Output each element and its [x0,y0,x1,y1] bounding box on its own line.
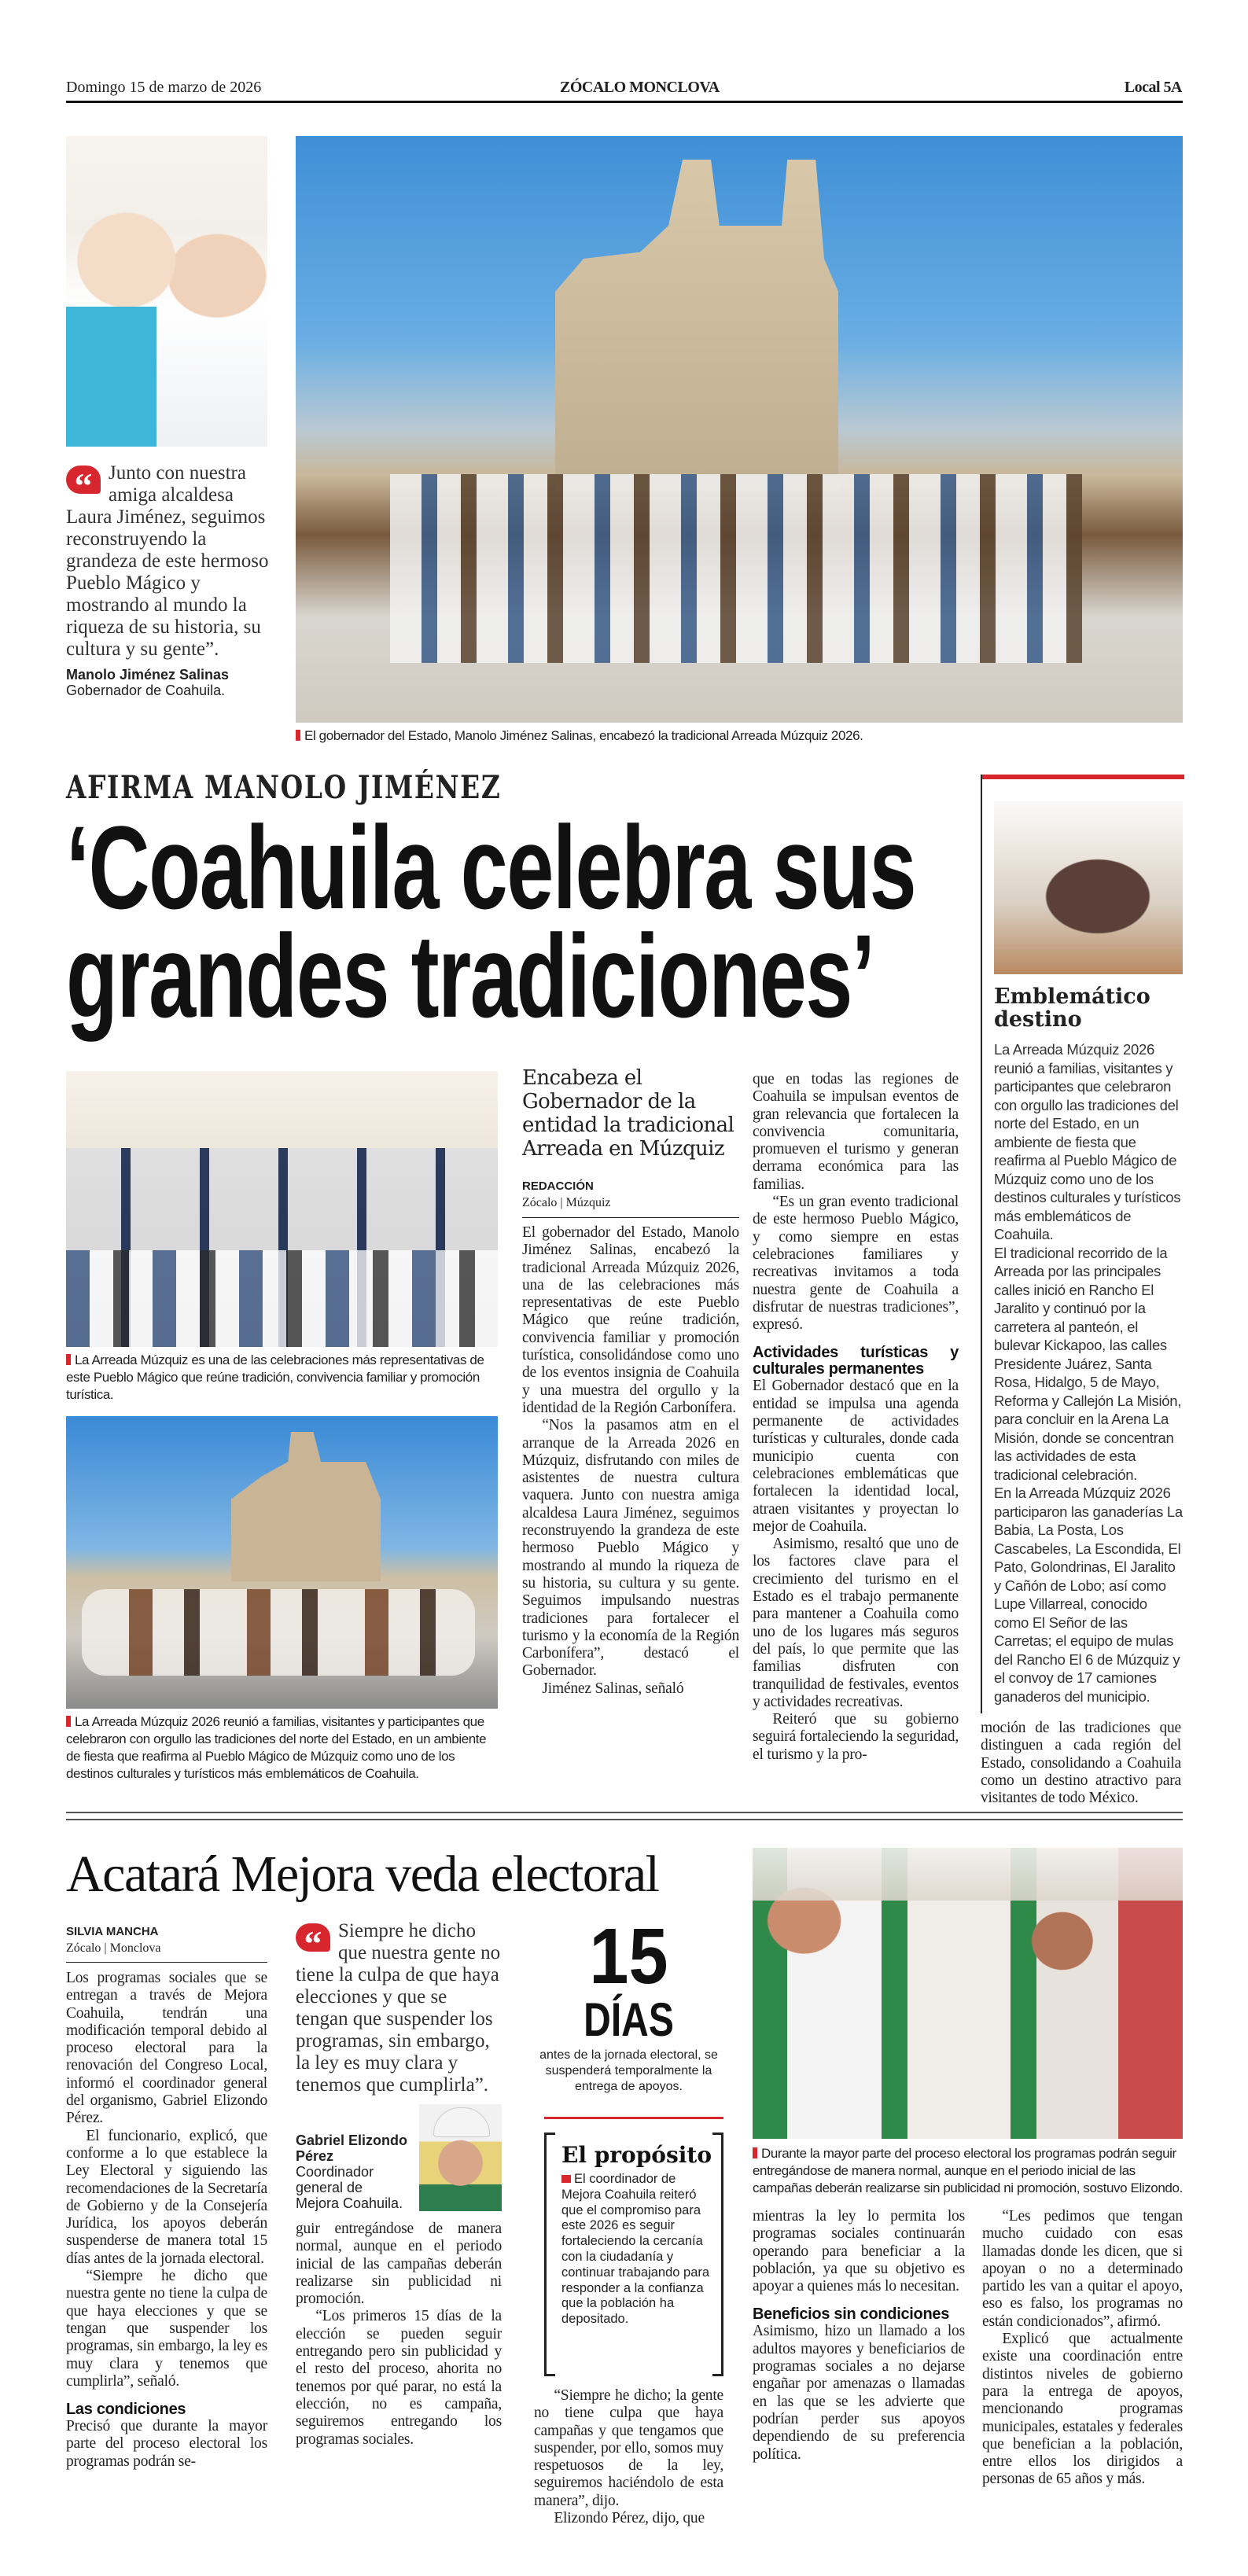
pullquote-name: Gabriel Elizondo Pérez [296,2133,408,2164]
paragraph: Asimismo, hizo un llamado a los adultos mayores y beneficiarios de programas sociales a no dejarse engañar por amenazas o llamadas en las que se les advierte que podrían perder sus apoyos dependiendo de su preferencia política. [753,2323,965,2463]
article2-column-2 [296,2221,502,2449]
article-deck: Encabeza el Gobernador de la entidad la tradicional Arreada en Múzquiz [522,1066,734,1161]
paragraph: El funcionario, explicó, que conforme a lo que establece la Ley Electoral y siguiendo las recomendaciones de la Secretaría de Gobierno y de la Consejería Jurídica, los apoyos deberán suspenderse de manera total 15 días antes de la jornada electoral. [66,2127,267,2267]
article2-column-4 [753,2208,965,2489]
newspaper-name: ZÓCALO MONCLOVA [560,79,720,96]
subheading: Actividades turísticas y culturales permanentes [753,1344,959,1378]
photo-governor-mayor [66,136,267,447]
article-kicker: AFIRMA MANOLO JIMÉNEZ [66,769,502,806]
paragraph: que en todas las regiones de Coahuila se impulsan eventos de gran relevancia que fortalecen la convivencia comunitaria, promueven el turismo y generan derrama económica para las familias. [753,1071,959,1193]
purpose-text: El coordinador de Mejora Coahuila reiteró que el compromiso para este 2026 es seguir fortaleciendo la cercanía con la ciudadanía y continuar trabajando para responder a la confianza que la población ha depositado. [561,2172,710,2327]
sidebar-paragraph: La Arreada Múzquiz 2026 reunió a familias, visitantes y participantes que celebraron con orgullo las tradiciones del norte del Estado, en un ambiente de fiesta que reafirma al Pueblo Mágico de Múzquiz como uno de los destinos culturales y turísticos más emblemáticos de Coahuila. [994,1041,1181,1242]
purpose-box [544,2133,723,2376]
paragraph: “Siempre he dicho; la gente no tiene culpa que haya campañas y que tengamos que suspender, por ello, somos muy respetuosos de la ley, seguiremos haciéndolo de esta manera”, dijo. [534,2387,723,2509]
section-page: Local 5A [1124,79,1182,96]
stat-red-rule [544,2117,723,2119]
caption-marker-icon [296,730,300,741]
sidebar-body [994,1040,1183,1706]
byline: SILVIA MANCHA [66,1925,159,1938]
caption-marker-icon [753,2147,757,2158]
paragraph: El gobernador del Estado, Manolo Jiménez Salinas, encabezó la tradicional Arreada Múzquiz 2026, una de las celebraciones más representativas de este Pueblo Mágico que reúne tradición, convivencia familiar y promoción turística, consolidándose como uno de los eventos insignia de Coahuila y una muestra del orgullo y la identidad de la Región Carbonífera. [522,1224,739,1416]
photo-mejora-delivery [753,1848,1183,2139]
section-rule [66,1812,1183,1813]
photo-group-arreada [66,1071,498,1347]
article-column-1 [522,1224,739,1698]
pullquote-text: Junto con nuestra amiga alcaldesa Laura Jiménez, seguimos reconstruyendo la grandeza de este hermoso Pueblo Mágico y mostrando al mundo la riqueza de su historia, su cultura y su gente”. [66,462,269,660]
caption-text: La Arreada Múzquiz 2026 reunió a familias, visitantes y participantes que celebraron con orgullo las tradiciones del norte del Estado, en un ambiente de fiesta que reafirma al Pueblo Mágico de Múzquiz como uno de los destinos culturales y turísticos más emblemáticos de Coahuila. [66,1714,487,1781]
paragraph: guir entregándose de manera normal, aunque en el periodo inicial de las campañas deberán realizarse sin publicidad ni promoción. [296,2221,502,2308]
sidebar-paragraph: El tradicional recorrido de la Arreada por las principales calles inició en Rancho El Jaralito y continuó por la carretera al panteón, el bulevar Kickapoo, las calles Presidente Juárez, Santa Rosa, Hidalgo, 5 de Mayo, Reforma y Callejón La Misión, para concluir en la Arena La Misión, donde se concentran las actividades de esta tradicional celebración. [994,1244,1182,1483]
paragraph: Los programas sociales que se entregan a través de Mejora Coahuila, tendrán una modificación temporal debido al proceso electoral para la renovación del Congreso Local, informó el coordinador general del organismo, Gabriel Elizondo Pérez. [66,1970,267,2127]
photo-caption-main [296,727,1183,745]
byline-rule [522,1217,739,1218]
pullquote-attribution [296,2104,502,2211]
byline: REDACCIÓN [522,1179,594,1193]
section-rule [66,1819,1183,1820]
photo-horses-church [66,1416,498,1709]
photo-horse [994,801,1183,974]
photo-gabriel-elizondo [419,2104,502,2211]
article2-right-columns [753,2208,1183,2489]
paragraph: Reiteró que su gobierno seguirá fortaleciendo la seguridad, el turismo y la pro- [753,1711,959,1763]
caption-marker-icon [66,1716,71,1727]
sidebar-title: Emblemático destino [994,984,1150,1032]
article2-column-3 [534,2387,723,2527]
paragraph: Explicó que actualmente existe una coordinación entre distintos niveles de gobierno para la entrega de apoyos, mencionando programas municipales, estatales y federales que benefician a la población, entre ellos los dirigidos a personas de 65 años y más. [982,2331,1183,2488]
stat-note: antes de la jornada electoral, se suspenderá temporalmente la entrega de apoyos. [539,2048,718,2093]
paragraph: “Nos la pasamos atm en el arranque de la Arreada 2026 en Múzquiz, disfrutando con miles de asistentes de nuestra cultura vaquera. Junto con nuestra amiga alcaldesa Laura Jiménez, seguimos reconstruyendo la grandeza de este hermoso Pueblo Mágico y mostrando al mundo la riqueza de su historia, su cultura y su gente. Seguimos impulsando nuestras tradiciones para fortalecer el turismo y la economía de la Región Carbonífera”, destacó el Gobernador. [522,1417,739,1680]
dateline: Zócalo | Múzquiz [522,1196,611,1209]
article2-column-2-block [296,1920,502,2449]
quote-icon: “ [296,1923,330,1952]
article2-right-block [753,2145,1183,2489]
photo-caption-2 [66,1713,498,1783]
pullquote-role: Gobernador de Coahuila. [66,683,226,698]
article-column-2 [753,1071,959,1764]
paragraph: moción de las tradiciones que distinguen a cada región del Estado, consolidando a Coahuila como un destino atractivo para visitantes de todo México. [981,1720,1181,1807]
article-column-3 [981,1720,1181,1807]
bullet-square-icon [561,2175,571,2183]
subheading: Las condiciones [66,2401,186,2419]
article2-column-1-block [66,1925,267,2471]
dateline: Zócalo | Monclova [66,1941,161,1955]
photo-arreada-church [296,136,1183,723]
caption-text: Durante la mayor parte del proceso electoral los programas podrán seguir entregándose de manera normal, aunque en el periodo inicial de las campañas deberán realizarse sin publicidad ni promoción, sostuvo Elizondo. [753,2146,1183,2195]
photo-caption-1 [66,1352,498,1404]
photo-caption-3 [753,2145,1183,2197]
pullquote-coordinator [296,1920,502,2096]
sidebar-red-bar [982,775,1184,779]
byline-rule [66,1962,267,1963]
paragraph: “Siempre he dicho que nuestra gente no tiene la culpa de que haya elecciones y que se tengan que suspender los programas, sin embargo, la ley es muy clara y tenemos que cumplirla”, señaló. [66,2268,267,2390]
paragraph: “Es un gran evento tradicional de este hermoso Pueblo Mágico, y como siempre en estas celebraciones familiares y recreativas invitamos a toda nuestra gente de Coahuila a disfrutar de nuestras tradiciones”, expresó. [753,1194,959,1334]
article-headline-line1: ‘Coahuila celebra sus [66,801,916,933]
sidebar-paragraph: En la Arreada Múzquiz 2026 participaron las ganaderías La Babia, La Posta, Los Cascabeles, La Escondida, El Pato, Golondrinas, El Jaralito y Cañón de Lobo; así como Lupe Villarreal, conocido como El Señor de las Carretas; el equipo de mulas del Rancho El 6 de Múzquiz y el convoy de 17 camiones ganaderos del municipio. [994,1485,1183,1705]
edition-date: Domingo 15 de marzo de 2026 [66,79,262,96]
article-headline-line2: grandes tradiciones’ [66,910,874,1042]
paragraph: “Los primeros 15 días de la elección se pueden seguir entregando pero sin publicidad y el resto del proceso, ahorita no tenemos por qué parar, no está la elección, no es campaña, seguiremos entregando los programas sociales. [296,2308,502,2448]
pullquote-name: Manolo Jiménez Salinas [66,667,230,683]
paragraph: Jiménez Salinas, señaló [542,1680,684,1697]
purpose-box-title: El propósito [561,2142,712,2168]
paragraph: Elizondo Pérez, dijo, que [554,2510,705,2527]
paragraph: “Les pedimos que tengan mucho cuidado con esas llamadas donde les dicen, que si apoyan o no a determinado partido les van a quitar el apoyo, eso es falso, los programas no están condicionados”, afirmó. [982,2208,1183,2330]
stat-number: 15 [589,1912,668,2000]
article2-column-5 [982,2208,1183,2489]
caption-text: La Arreada Múzquiz es una de las celebraciones más representativas de este Pueblo Mágico que reúne tradición, convivencia familiar y promoción turística. [66,1352,484,1402]
sidebar-column [981,775,1183,1807]
pullquote-governor [66,462,272,661]
header-rule [66,101,1183,103]
pullquote-governor-block [66,462,272,698]
article2-column-1 [66,1970,267,2471]
paragraph: mientras la ley lo permita los programas sociales continuarán operando para beneficiar a la población, ya que su objetivo es apoyar a quienes más lo necesitan. [753,2208,965,2295]
article-column-1-block [522,1066,739,1698]
purpose-box-text [561,2172,716,2328]
quote-icon: “ [66,466,101,494]
paragraph: El Gobernador destacó que en la entidad se impulsa una agenda permanente de actividades turísticas y culturales, donde cada municipio cuenta con celebraciones emblemáticas que fortalecen la identidad local, atraen visitantes y proyectan lo mejor de Coahuila. [753,1378,959,1535]
paragraph: Precisó que durante la mayor parte del proceso electoral los programas podrán se- [66,2418,267,2470]
article2-headline: Acatará Mejora veda electoral [66,1846,659,1903]
pullquote-role: Coordinador general de Mejora Coahuila. [296,2164,403,2211]
caption-marker-icon [66,1354,71,1365]
sidebar-box [981,775,1183,1713]
subheading: Beneficios sin condiciones [753,2306,950,2324]
caption-text: El gobernador del Estado, Manolo Jiménez Salinas, encabezó la tradicional Arreada Múzquiz 2026. [304,728,863,743]
paragraph: Asimismo, resaltó que uno de los factores clave para el crecimiento del turismo en el Estado es el trabajo permanente para mantener a Coahuila como uno de los lugares más seguros del país, lo que permite que las familias disfruten con tranquilidad de festivales, eventos y actividades recreativas. [753,1536,959,1710]
pullquote-text: Siempre he dicho que nuestra gente no tiene la culpa de que haya elecciones y que se tengan que suspender los programas, sin embargo, la ley es muy clara y tenemos que cumplirla”. [296,1920,501,2096]
stat-unit: DÍAS [584,1993,674,2046]
